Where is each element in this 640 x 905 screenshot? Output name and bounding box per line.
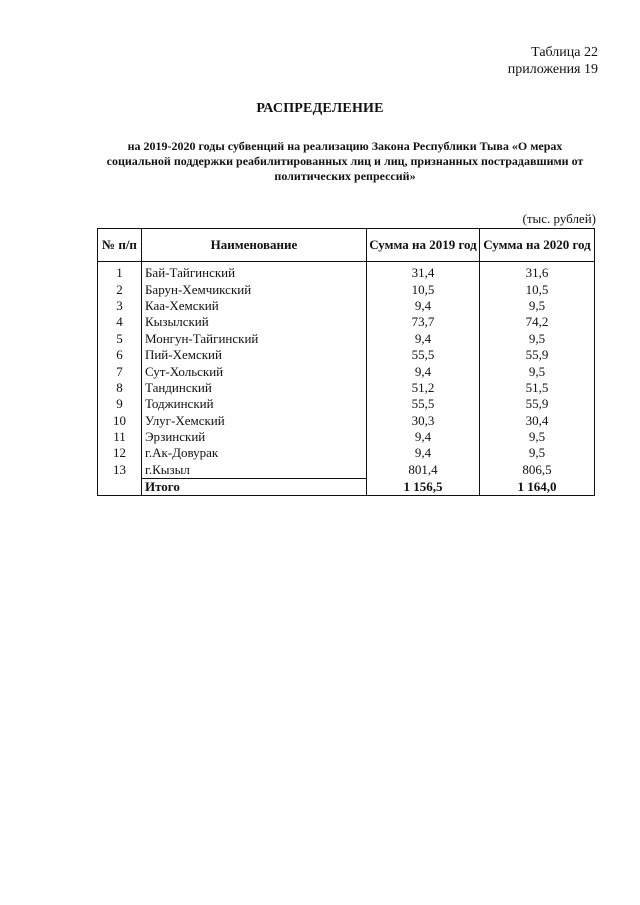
total-label: Итого bbox=[141, 479, 366, 496]
row-sum-2020: 51,5 bbox=[479, 380, 594, 396]
table-row bbox=[98, 445, 595, 461]
table-row bbox=[98, 380, 595, 396]
table-row bbox=[98, 363, 595, 379]
row-name: Монгун-Тайгинский bbox=[141, 331, 366, 347]
row-sum-2019: 10,5 bbox=[367, 281, 480, 297]
row-number: 13 bbox=[98, 462, 142, 479]
header-sum-2019: Сумма на 2019 год bbox=[367, 229, 480, 262]
row-sum-2019: 801,4 bbox=[367, 462, 480, 479]
row-name: Кызылский bbox=[141, 314, 366, 330]
row-number: 6 bbox=[98, 347, 142, 363]
row-sum-2019: 73,7 bbox=[367, 314, 480, 330]
row-number: 10 bbox=[98, 413, 142, 429]
table-row bbox=[98, 262, 595, 282]
total-sum-2019: 1 156,5 bbox=[367, 479, 480, 496]
row-sum-2019: 30,3 bbox=[367, 413, 480, 429]
table-row bbox=[98, 429, 595, 445]
row-sum-2019: 9,4 bbox=[367, 298, 480, 314]
row-sum-2019: 55,5 bbox=[367, 347, 480, 363]
row-number: 1 bbox=[98, 262, 142, 282]
subtitle-line-2: социальной поддержки реабилитированных лиц и лиц, признанных пострадавшими от bbox=[106, 154, 584, 168]
table-row bbox=[98, 314, 595, 330]
table-reference bbox=[508, 44, 598, 78]
row-name: Бай-Тайгинский bbox=[141, 262, 366, 282]
total-sum-2020: 1 164,0 bbox=[479, 479, 594, 496]
row-sum-2020: 9,5 bbox=[479, 445, 594, 461]
row-sum-2019: 9,4 bbox=[367, 445, 480, 461]
row-sum-2020: 55,9 bbox=[479, 347, 594, 363]
row-name: г.Ак-Довурак bbox=[141, 445, 366, 461]
total-num-cell bbox=[98, 479, 142, 496]
header-sum-2020: Сумма на 2020 год bbox=[479, 229, 594, 262]
row-number: 3 bbox=[98, 298, 142, 314]
subtitle-line-3: политических репрессий» bbox=[274, 169, 416, 183]
page-title: РАСПРЕДЕЛЕНИЕ bbox=[256, 101, 384, 116]
table-body bbox=[98, 262, 595, 479]
row-sum-2020: 9,5 bbox=[479, 298, 594, 314]
row-sum-2020: 55,9 bbox=[479, 396, 594, 412]
table-row bbox=[98, 413, 595, 429]
row-sum-2020: 30,4 bbox=[479, 413, 594, 429]
row-sum-2019: 9,4 bbox=[367, 429, 480, 445]
row-number: 5 bbox=[98, 331, 142, 347]
table-row bbox=[98, 298, 595, 314]
page-subtitle bbox=[95, 139, 595, 184]
row-sum-2019: 9,4 bbox=[367, 331, 480, 347]
row-sum-2019: 9,4 bbox=[367, 363, 480, 379]
header-num: № п/п bbox=[98, 229, 142, 262]
row-sum-2020: 9,5 bbox=[479, 331, 594, 347]
row-number: 11 bbox=[98, 429, 142, 445]
row-number: 8 bbox=[98, 380, 142, 396]
row-name: Улуг-Хемский bbox=[141, 413, 366, 429]
row-number: 7 bbox=[98, 363, 142, 379]
row-sum-2020: 10,5 bbox=[479, 281, 594, 297]
row-sum-2019: 55,5 bbox=[367, 396, 480, 412]
table-row bbox=[98, 331, 595, 347]
row-number: 12 bbox=[98, 445, 142, 461]
row-name: Тандинский bbox=[141, 380, 366, 396]
table-row bbox=[98, 462, 595, 479]
table-row bbox=[98, 396, 595, 412]
table-row bbox=[98, 281, 595, 297]
row-sum-2019: 31,4 bbox=[367, 262, 480, 282]
row-number: 2 bbox=[98, 281, 142, 297]
row-name: Пий-Хемский bbox=[141, 347, 366, 363]
row-sum-2020: 9,5 bbox=[479, 429, 594, 445]
table-row bbox=[98, 347, 595, 363]
row-name: Тоджинский bbox=[141, 396, 366, 412]
row-name: Каа-Хемский bbox=[141, 298, 366, 314]
row-sum-2020: 31,6 bbox=[479, 262, 594, 282]
appendix-number: приложения 19 bbox=[507, 62, 598, 77]
table-number: Таблица 22 bbox=[531, 45, 598, 60]
row-name: Барун-Хемчикский bbox=[141, 281, 366, 297]
units-label: (тыс. рублей) bbox=[522, 211, 596, 226]
row-sum-2020: 806,5 bbox=[479, 462, 594, 479]
row-name: г.Кызыл bbox=[141, 462, 366, 479]
row-sum-2020: 74,2 bbox=[479, 314, 594, 330]
subtitle-line-1: на 2019-2020 годы субвенций на реализацию Закона Республики Тыва «О мерах bbox=[127, 139, 563, 153]
row-name: Эрзинский bbox=[141, 429, 366, 445]
row-sum-2020: 9,5 bbox=[479, 363, 594, 379]
distribution-table bbox=[97, 228, 595, 496]
header-name: Наименование bbox=[141, 229, 366, 262]
row-sum-2019: 51,2 bbox=[367, 380, 480, 396]
row-number: 4 bbox=[98, 314, 142, 330]
table-header-row bbox=[98, 229, 595, 262]
row-name: Сут-Хольский bbox=[141, 363, 366, 379]
table-total-row bbox=[98, 479, 595, 496]
row-number: 9 bbox=[98, 396, 142, 412]
